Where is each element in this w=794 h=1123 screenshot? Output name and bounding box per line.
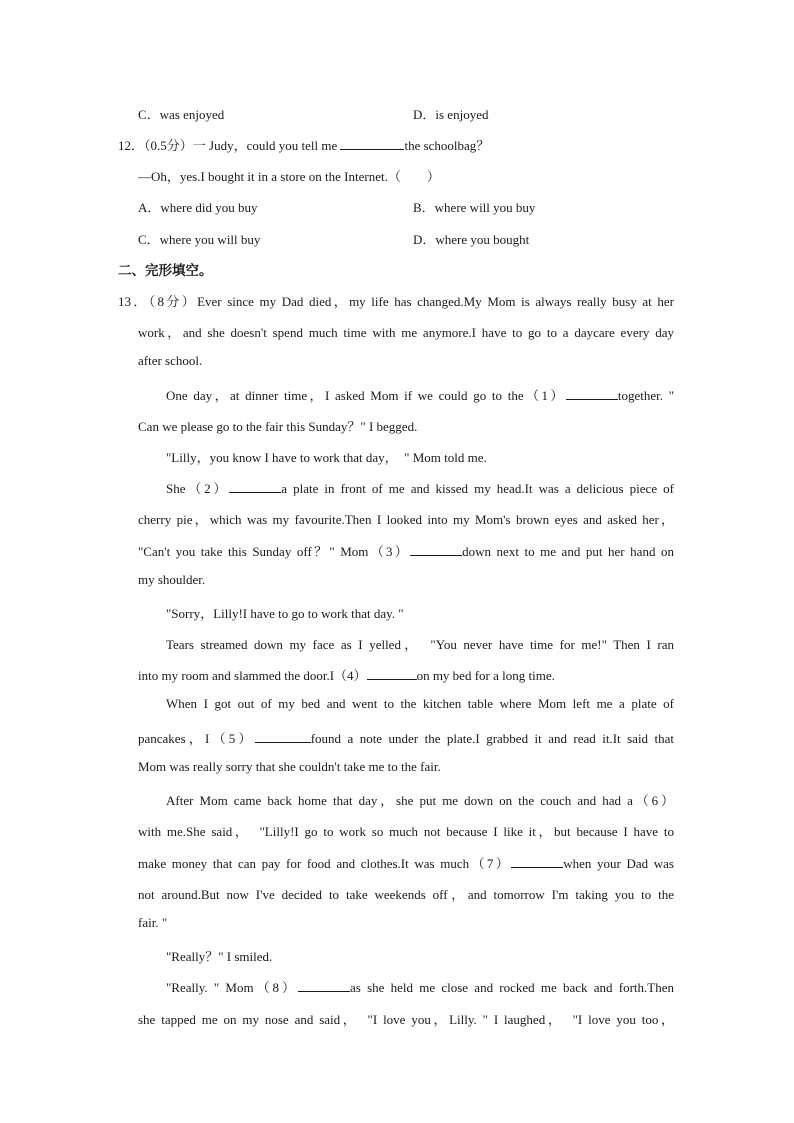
q13-p3-line-2: cherry pie，which was my favourite.Then I looked into my Mom's brown eyes and asked her， [138,512,674,527]
q13-p7-line-2: with me.She said， "Lilly!I go to work so much not because I like it，but because I have to [138,824,674,839]
q13-p2: "Lilly，you know I have to work that day， " Mom told me. [166,450,487,465]
q12-option-d: D．where you bought [413,232,530,247]
q13-p6-line-3: Mom was really sorry that she couldn't take me to the fair. [138,759,441,774]
q13-p3-text-a: She（2） [166,481,230,496]
q13-p3-text-b: a plate in front of me and kissed my head.It was a delicious piece of [281,481,674,496]
q13-p5-text-a: into my room and slammed the door.I（4） [138,668,367,683]
q13-p3-text-d: down next to me and put her hand on [462,544,674,559]
q13-p9-line-2: she tapped me on my nose and said， "I love you，Lilly. " I laughed， "I love you too， [138,1012,674,1027]
q13-intro-line-2: work，and she doesn't spend much time with me anymore.I have to go to a daycare every day [138,325,674,340]
q12-reply: —Oh，yes.I bought it in a store on the Internet.（ ） [138,169,440,184]
q13-blank-4 [367,667,417,680]
q11-option-c: C．was enjoyed [138,107,225,122]
q13-p7-text-b: when your Dad was [563,856,674,871]
q13-p7-line-1: After Mom came back home that day，she put me down on the couch and had a（6） [166,793,674,808]
q13-p7-line-5: fair. " [138,915,168,930]
q12-option-a: A．where did you buy [138,200,258,215]
q13-p5-text-b: on my bed for a long time. [416,668,555,683]
q13-p1-text-b: together. " [617,388,675,403]
q13-p3-line-3 [138,541,674,560]
q13-p6-text-b: found a note under the plate.I grabbed it and read it.It said that [310,731,675,746]
q13-blank-7 [511,855,563,868]
q11-option-d: D．is enjoyed [413,107,489,122]
q13-intro-line-3: after school. [138,353,203,368]
q13-p9-line-1 [166,977,674,996]
q12-number: 12． [118,138,145,153]
q12-option-c: C．where you will buy [138,232,261,247]
q13-blank-1 [566,387,618,400]
q13-intro-text-1: Ever since my Dad died，my life has changed.My Mom is always really busy at her [197,294,674,309]
q13-p3-line-4: my shoulder. [138,572,206,587]
q12-stem-a: 一 Judy，could you tell me [192,138,338,153]
q13-blank-8 [298,979,350,992]
q13-p3-text-c: "Can't you take this Sunday off？" Mom（3） [138,544,411,559]
q13-intro-line-1 [118,291,674,310]
q13-p8: "Really？" I smiled. [166,949,273,964]
section-title-cloze: 二、完形填空。 [118,263,213,279]
q13-blank-3 [410,543,462,556]
q13-p5-line-2 [138,665,555,684]
q12-score: （0.5分） [144,138,193,153]
q13-p1-text-a: One day，at dinner time，I asked Mom if we could go to the（1） [166,388,566,403]
q12-blank [340,137,404,150]
q12-option-b: B．where will you buy [413,200,536,215]
q13-number: 13． [118,294,149,309]
q13-p5-line-1: Tears streamed down my face as I yelled， "You never have time for me!" Then I ran [166,637,674,652]
q13-p3-line-1 [166,478,674,497]
q13-p1-line-1 [166,385,674,404]
q13-p7-line-3 [138,853,674,872]
q13-p1-line-2: Can we please go to the fair this Sunday？" I begged. [138,419,418,434]
q13-p9-text-a: "Really. " Mom（8） [166,980,299,995]
q12-stem-b: the schoolbag？ [404,138,490,153]
q13-blank-5 [255,730,311,743]
q13-p6-line-2 [138,728,674,747]
q13-p7-line-4: not around.But now I've decided to take weekends off，and tomorrow I'm taking you to the [138,887,674,902]
q13-p7-text-a: make money that can pay for food and clothes.It was much（7） [138,856,512,871]
q13-p4: "Sorry，Lilly!I have to go to work that day. " [166,606,404,621]
q13-score: （8分） [148,294,198,309]
q12-stem [118,135,489,154]
q13-p9-text-b: as she held me close and rocked me back and forth.Then [350,980,675,995]
q13-p6-text-a: pancakes，I（5） [138,731,255,746]
q13-p6-line-1: When I got out of my bed and went to the kitchen table where Mom left me a plate of [166,696,674,711]
q13-blank-2 [229,480,281,493]
